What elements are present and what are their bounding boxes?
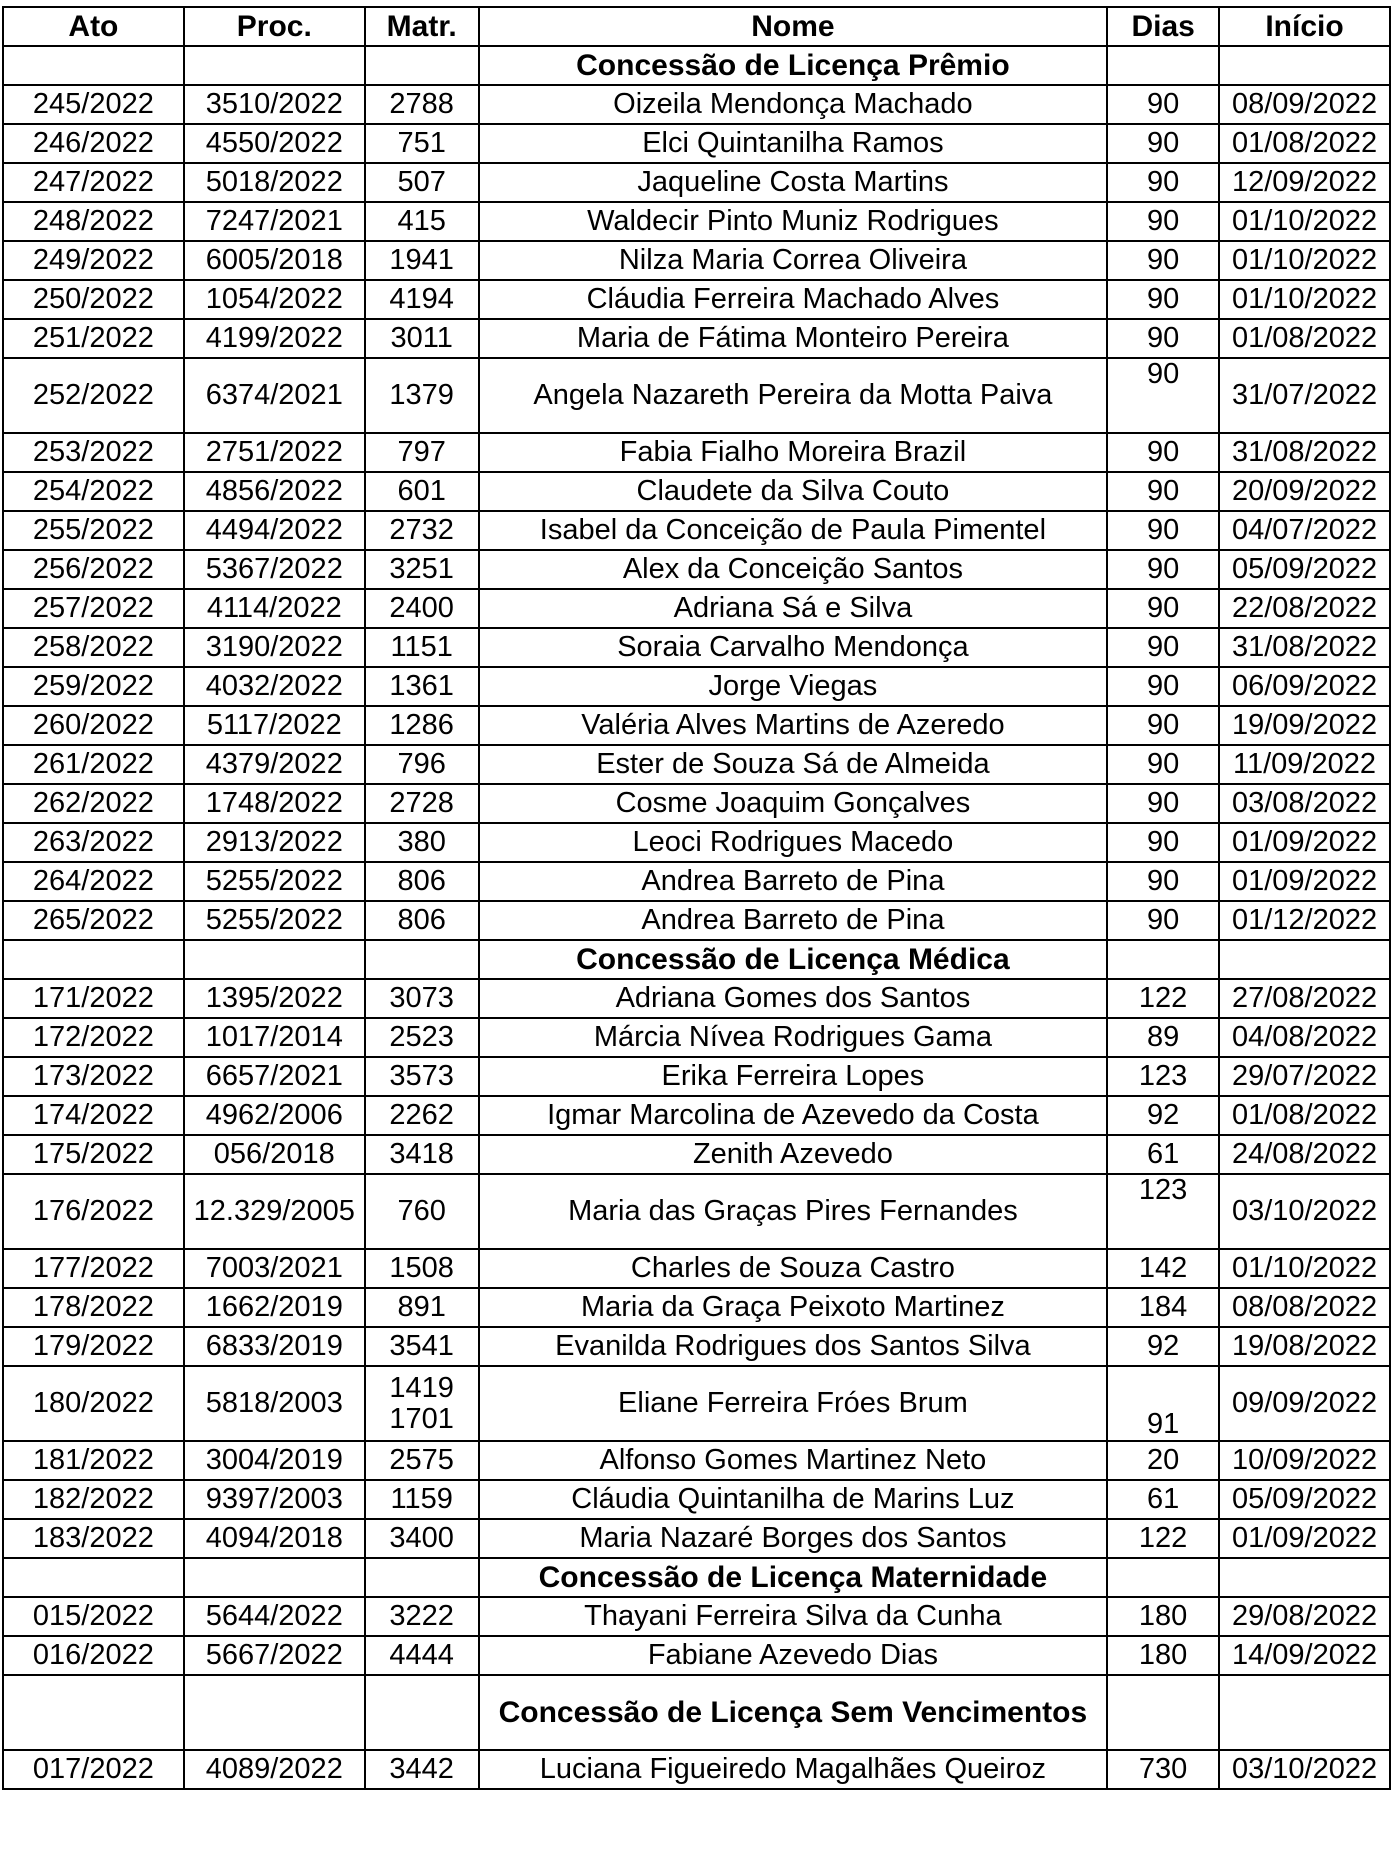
table-row	[3, 1327, 1390, 1366]
cell-ato: 250/2022	[3, 280, 184, 319]
header-inicio: Início	[1219, 7, 1390, 46]
cell-ato: 258/2022	[3, 628, 184, 667]
cell-nome: Angela Nazareth Pereira da Motta Paiva	[479, 358, 1108, 433]
table-row	[3, 823, 1390, 862]
cell-proc: 4856/2022	[184, 472, 365, 511]
cell-ato: 247/2022	[3, 163, 184, 202]
cell-inicio: 09/09/2022	[1219, 1366, 1390, 1441]
table-row	[3, 319, 1390, 358]
cell-nome: Cláudia Quintanilha de Marins Luz	[479, 1480, 1108, 1519]
cell-matr: 1151	[365, 628, 479, 667]
cell-ato: 260/2022	[3, 706, 184, 745]
cell-dias: 90	[1107, 358, 1219, 433]
cell-inicio: 19/09/2022	[1219, 706, 1390, 745]
cell-dias: 61	[1107, 1135, 1219, 1174]
cell-proc: 5818/2003	[184, 1366, 365, 1441]
cell-ato: 172/2022	[3, 1018, 184, 1057]
cell-nome: Waldecir Pinto Muniz Rodrigues	[479, 202, 1108, 241]
cell-dias: 92	[1107, 1327, 1219, 1366]
header-row	[3, 7, 1390, 46]
table-row	[3, 1441, 1390, 1480]
cell-nome: Márcia Nívea Rodrigues Gama	[479, 1018, 1108, 1057]
cell-nome: Zenith Azevedo	[479, 1135, 1108, 1174]
cell-matr: 415	[365, 202, 479, 241]
cell-inicio: 01/10/2022	[1219, 202, 1390, 241]
cell-inicio: 01/10/2022	[1219, 1249, 1390, 1288]
cell-inicio: 22/08/2022	[1219, 589, 1390, 628]
cell-matr: 2400	[365, 589, 479, 628]
cell-matr: 3418	[365, 1135, 479, 1174]
empty-cell	[184, 46, 365, 85]
empty-cell	[3, 940, 184, 979]
table-body	[3, 46, 1390, 1789]
cell-ato: 177/2022	[3, 1249, 184, 1288]
cell-nome: Evanilda Rodrigues dos Santos Silva	[479, 1327, 1108, 1366]
cell-matr: 3442	[365, 1750, 479, 1789]
cell-matr: 1419 1701	[365, 1366, 479, 1441]
cell-matr: 3251	[365, 550, 479, 589]
cell-matr: 2788	[365, 85, 479, 124]
section-title: Concessão de Licença Prêmio	[479, 46, 1108, 85]
cell-dias: 123	[1107, 1174, 1219, 1249]
empty-cell	[1219, 1675, 1390, 1750]
empty-cell	[3, 46, 184, 85]
cell-proc: 4032/2022	[184, 667, 365, 706]
cell-proc: 3510/2022	[184, 85, 365, 124]
table-row	[3, 979, 1390, 1018]
cell-nome: Maria de Fátima Monteiro Pereira	[479, 319, 1108, 358]
cell-nome: Maria das Graças Pires Fernandes	[479, 1174, 1108, 1249]
cell-matr: 2262	[365, 1096, 479, 1135]
cell-ato: 173/2022	[3, 1057, 184, 1096]
cell-ato: 259/2022	[3, 667, 184, 706]
cell-ato: 255/2022	[3, 511, 184, 550]
table-row	[3, 1057, 1390, 1096]
cell-proc: 9397/2003	[184, 1480, 365, 1519]
empty-cell	[365, 1558, 479, 1597]
table-row	[3, 1480, 1390, 1519]
cell-matr: 797	[365, 433, 479, 472]
cell-proc: 7247/2021	[184, 202, 365, 241]
cell-proc: 4089/2022	[184, 1750, 365, 1789]
cell-proc: 5018/2022	[184, 163, 365, 202]
cell-inicio: 01/12/2022	[1219, 901, 1390, 940]
cell-proc: 3004/2019	[184, 1441, 365, 1480]
table-row	[3, 706, 1390, 745]
cell-ato: 256/2022	[3, 550, 184, 589]
cell-inicio: 29/08/2022	[1219, 1597, 1390, 1636]
cell-ato: 174/2022	[3, 1096, 184, 1135]
cell-inicio: 06/09/2022	[1219, 667, 1390, 706]
cell-dias: 91	[1107, 1366, 1219, 1441]
cell-matr: 3073	[365, 979, 479, 1018]
cell-ato: 176/2022	[3, 1174, 184, 1249]
cell-matr: 3011	[365, 319, 479, 358]
cell-ato: 251/2022	[3, 319, 184, 358]
cell-nome: Igmar Marcolina de Azevedo da Costa	[479, 1096, 1108, 1135]
table-row	[3, 1366, 1390, 1441]
table-row	[3, 124, 1390, 163]
cell-dias: 90	[1107, 823, 1219, 862]
cell-proc: 4094/2018	[184, 1519, 365, 1558]
cell-proc: 2751/2022	[184, 433, 365, 472]
cell-inicio: 01/09/2022	[1219, 1519, 1390, 1558]
cell-nome: Cosme Joaquim Gonçalves	[479, 784, 1108, 823]
table-row	[3, 1288, 1390, 1327]
header-matr: Matr.	[365, 7, 479, 46]
cell-dias: 90	[1107, 862, 1219, 901]
cell-nome: Andrea Barreto de Pina	[479, 862, 1108, 901]
cell-nome: Alex da Conceição Santos	[479, 550, 1108, 589]
empty-cell	[1219, 940, 1390, 979]
cell-matr: 2728	[365, 784, 479, 823]
cell-dias: 90	[1107, 628, 1219, 667]
section-row	[3, 940, 1390, 979]
cell-dias: 61	[1107, 1480, 1219, 1519]
cell-matr: 4444	[365, 1636, 479, 1675]
cell-matr: 2732	[365, 511, 479, 550]
cell-matr: 751	[365, 124, 479, 163]
table-row	[3, 241, 1390, 280]
cell-matr: 1361	[365, 667, 479, 706]
cell-matr: 1508	[365, 1249, 479, 1288]
cell-dias: 142	[1107, 1249, 1219, 1288]
cell-matr: 1286	[365, 706, 479, 745]
empty-cell	[365, 940, 479, 979]
empty-cell	[3, 1675, 184, 1750]
cell-proc: 6657/2021	[184, 1057, 365, 1096]
section-row	[3, 1558, 1390, 1597]
cell-ato: 175/2022	[3, 1135, 184, 1174]
cell-dias: 730	[1107, 1750, 1219, 1789]
table-row	[3, 163, 1390, 202]
cell-inicio: 24/08/2022	[1219, 1135, 1390, 1174]
cell-nome: Jorge Viegas	[479, 667, 1108, 706]
cell-nome: Thayani Ferreira Silva da Cunha	[479, 1597, 1108, 1636]
table-row	[3, 1636, 1390, 1675]
header-dias: Dias	[1107, 7, 1219, 46]
cell-nome: Adriana Sá e Silva	[479, 589, 1108, 628]
cell-dias: 90	[1107, 280, 1219, 319]
cell-inicio: 29/07/2022	[1219, 1057, 1390, 1096]
cell-matr: 3222	[365, 1597, 479, 1636]
cell-matr: 601	[365, 472, 479, 511]
cell-dias: 90	[1107, 550, 1219, 589]
cell-inicio: 31/08/2022	[1219, 628, 1390, 667]
cell-inicio: 31/08/2022	[1219, 433, 1390, 472]
header-ato: Ato	[3, 7, 184, 46]
cell-nome: Andrea Barreto de Pina	[479, 901, 1108, 940]
table-row	[3, 1519, 1390, 1558]
cell-proc: 6374/2021	[184, 358, 365, 433]
table-row	[3, 1018, 1390, 1057]
cell-inicio: 03/10/2022	[1219, 1174, 1390, 1249]
cell-matr: 3573	[365, 1057, 479, 1096]
cell-ato: 248/2022	[3, 202, 184, 241]
table-row	[3, 784, 1390, 823]
cell-inicio: 27/08/2022	[1219, 979, 1390, 1018]
section-title: Concessão de Licença Maternidade	[479, 1558, 1108, 1597]
cell-matr: 3541	[365, 1327, 479, 1366]
cell-nome: Ester de Souza Sá de Almeida	[479, 745, 1108, 784]
cell-dias: 122	[1107, 1519, 1219, 1558]
cell-ato: 249/2022	[3, 241, 184, 280]
cell-nome: Maria da Graça Peixoto Martinez	[479, 1288, 1108, 1327]
cell-proc: 1054/2022	[184, 280, 365, 319]
cell-proc: 1395/2022	[184, 979, 365, 1018]
cell-inicio: 01/08/2022	[1219, 319, 1390, 358]
cell-inicio: 01/08/2022	[1219, 1096, 1390, 1135]
cell-inicio: 08/09/2022	[1219, 85, 1390, 124]
cell-dias: 184	[1107, 1288, 1219, 1327]
header-nome: Nome	[479, 7, 1108, 46]
cell-matr: 1379	[365, 358, 479, 433]
cell-proc: 5667/2022	[184, 1636, 365, 1675]
table-row	[3, 901, 1390, 940]
cell-ato: 015/2022	[3, 1597, 184, 1636]
cell-inicio: 11/09/2022	[1219, 745, 1390, 784]
cell-nome: Jaqueline Costa Martins	[479, 163, 1108, 202]
cell-inicio: 14/09/2022	[1219, 1636, 1390, 1675]
cell-ato: 245/2022	[3, 85, 184, 124]
cell-inicio: 03/10/2022	[1219, 1750, 1390, 1789]
cell-nome: Fabiane Azevedo Dias	[479, 1636, 1108, 1675]
empty-cell	[365, 1675, 479, 1750]
cell-ato: 181/2022	[3, 1441, 184, 1480]
cell-ato: 254/2022	[3, 472, 184, 511]
cell-nome: Cláudia Ferreira Machado Alves	[479, 280, 1108, 319]
cell-inicio: 03/08/2022	[1219, 784, 1390, 823]
cell-dias: 90	[1107, 472, 1219, 511]
empty-cell	[1219, 1558, 1390, 1597]
cell-matr: 2523	[365, 1018, 479, 1057]
cell-matr: 3400	[365, 1519, 479, 1558]
cell-nome: Isabel da Conceição de Paula Pimentel	[479, 511, 1108, 550]
cell-ato: 017/2022	[3, 1750, 184, 1789]
cell-inicio: 01/10/2022	[1219, 280, 1390, 319]
cell-ato: 262/2022	[3, 784, 184, 823]
cell-dias: 90	[1107, 124, 1219, 163]
table-row	[3, 628, 1390, 667]
cell-inicio: 05/09/2022	[1219, 550, 1390, 589]
cell-inicio: 31/07/2022	[1219, 358, 1390, 433]
table-row	[3, 433, 1390, 472]
cell-ato: 246/2022	[3, 124, 184, 163]
cell-proc: 1748/2022	[184, 784, 365, 823]
cell-ato: 183/2022	[3, 1519, 184, 1558]
cell-inicio: 01/10/2022	[1219, 241, 1390, 280]
cell-matr: 1941	[365, 241, 479, 280]
cell-proc: 5255/2022	[184, 901, 365, 940]
table-row	[3, 1597, 1390, 1636]
empty-cell	[184, 940, 365, 979]
cell-nome: Erika Ferreira Lopes	[479, 1057, 1108, 1096]
cell-inicio: 20/09/2022	[1219, 472, 1390, 511]
cell-dias: 90	[1107, 706, 1219, 745]
cell-dias: 90	[1107, 85, 1219, 124]
table-row	[3, 85, 1390, 124]
table-row	[3, 472, 1390, 511]
cell-nome: Charles de Souza Castro	[479, 1249, 1108, 1288]
cell-dias: 90	[1107, 589, 1219, 628]
cell-inicio: 19/08/2022	[1219, 1327, 1390, 1366]
cell-proc: 5255/2022	[184, 862, 365, 901]
cell-matr: 806	[365, 901, 479, 940]
cell-dias: 90	[1107, 319, 1219, 358]
cell-proc: 6833/2019	[184, 1327, 365, 1366]
cell-dias: 90	[1107, 667, 1219, 706]
cell-dias: 180	[1107, 1597, 1219, 1636]
table-row	[3, 1750, 1390, 1789]
table-row	[3, 1249, 1390, 1288]
cell-proc: 3190/2022	[184, 628, 365, 667]
header-proc: Proc.	[184, 7, 365, 46]
cell-nome: Alfonso Gomes Martinez Neto	[479, 1441, 1108, 1480]
table-row	[3, 202, 1390, 241]
cell-ato: 180/2022	[3, 1366, 184, 1441]
cell-matr: 507	[365, 163, 479, 202]
cell-proc: 4379/2022	[184, 745, 365, 784]
cell-proc: 1017/2014	[184, 1018, 365, 1057]
cell-matr: 806	[365, 862, 479, 901]
cell-dias: 122	[1107, 979, 1219, 1018]
licenses-table	[2, 6, 1391, 1790]
cell-inicio: 01/08/2022	[1219, 124, 1390, 163]
cell-nome: Maria Nazaré Borges dos Santos	[479, 1519, 1108, 1558]
empty-cell	[184, 1675, 365, 1750]
cell-matr: 760	[365, 1174, 479, 1249]
table-row	[3, 358, 1390, 433]
cell-inicio: 04/08/2022	[1219, 1018, 1390, 1057]
section-row	[3, 46, 1390, 85]
empty-cell	[184, 1558, 365, 1597]
cell-proc: 12.329/2005	[184, 1174, 365, 1249]
empty-cell	[1107, 1675, 1219, 1750]
empty-cell	[1107, 1558, 1219, 1597]
cell-proc: 4962/2006	[184, 1096, 365, 1135]
cell-proc: 5644/2022	[184, 1597, 365, 1636]
cell-nome: Soraia Carvalho Mendonça	[479, 628, 1108, 667]
empty-cell	[365, 46, 479, 85]
table-row	[3, 280, 1390, 319]
empty-cell	[1107, 46, 1219, 85]
cell-nome: Leoci Rodrigues Macedo	[479, 823, 1108, 862]
cell-inicio: 01/09/2022	[1219, 862, 1390, 901]
empty-cell	[1219, 46, 1390, 85]
table-row	[3, 1174, 1390, 1249]
cell-proc: 5117/2022	[184, 706, 365, 745]
cell-ato: 263/2022	[3, 823, 184, 862]
cell-nome: Adriana Gomes dos Santos	[479, 979, 1108, 1018]
cell-nome: Oizeila Mendonça Machado	[479, 85, 1108, 124]
cell-dias: 90	[1107, 784, 1219, 823]
cell-nome: Nilza Maria Correa Oliveira	[479, 241, 1108, 280]
cell-dias: 123	[1107, 1057, 1219, 1096]
cell-proc: 5367/2022	[184, 550, 365, 589]
empty-cell	[1107, 940, 1219, 979]
cell-ato: 253/2022	[3, 433, 184, 472]
table-row	[3, 589, 1390, 628]
table-row	[3, 667, 1390, 706]
table-row	[3, 745, 1390, 784]
cell-dias: 90	[1107, 511, 1219, 550]
cell-proc: 056/2018	[184, 1135, 365, 1174]
cell-proc: 4199/2022	[184, 319, 365, 358]
cell-nome: Luciana Figueiredo Magalhães Queiroz	[479, 1750, 1108, 1789]
table-row	[3, 1096, 1390, 1135]
section-title: Concessão de Licença Médica	[479, 940, 1108, 979]
cell-matr: 891	[365, 1288, 479, 1327]
cell-proc: 4550/2022	[184, 124, 365, 163]
cell-proc: 7003/2021	[184, 1249, 365, 1288]
section-row	[3, 1675, 1390, 1750]
cell-dias: 92	[1107, 1096, 1219, 1135]
cell-proc: 1662/2019	[184, 1288, 365, 1327]
cell-ato: 265/2022	[3, 901, 184, 940]
cell-ato: 182/2022	[3, 1480, 184, 1519]
cell-ato: 016/2022	[3, 1636, 184, 1675]
cell-ato: 252/2022	[3, 358, 184, 433]
table-row	[3, 511, 1390, 550]
cell-dias: 20	[1107, 1441, 1219, 1480]
table-row	[3, 862, 1390, 901]
cell-nome: Eliane Ferreira Fróes Brum	[479, 1366, 1108, 1441]
cell-nome: Claudete da Silva Couto	[479, 472, 1108, 511]
cell-matr: 796	[365, 745, 479, 784]
cell-matr: 2575	[365, 1441, 479, 1480]
cell-nome: Elci Quintanilha Ramos	[479, 124, 1108, 163]
cell-ato: 257/2022	[3, 589, 184, 628]
cell-dias: 90	[1107, 241, 1219, 280]
cell-dias: 90	[1107, 901, 1219, 940]
cell-inicio: 05/09/2022	[1219, 1480, 1390, 1519]
table-row	[3, 550, 1390, 589]
cell-matr: 380	[365, 823, 479, 862]
cell-proc: 6005/2018	[184, 241, 365, 280]
cell-inicio: 04/07/2022	[1219, 511, 1390, 550]
table-row	[3, 1135, 1390, 1174]
cell-nome: Valéria Alves Martins de Azeredo	[479, 706, 1108, 745]
cell-ato: 179/2022	[3, 1327, 184, 1366]
cell-inicio: 01/09/2022	[1219, 823, 1390, 862]
empty-cell	[3, 1558, 184, 1597]
cell-dias: 90	[1107, 163, 1219, 202]
cell-ato: 171/2022	[3, 979, 184, 1018]
cell-matr: 4194	[365, 280, 479, 319]
cell-dias: 90	[1107, 202, 1219, 241]
cell-matr: 1159	[365, 1480, 479, 1519]
cell-ato: 261/2022	[3, 745, 184, 784]
cell-ato: 264/2022	[3, 862, 184, 901]
cell-dias: 180	[1107, 1636, 1219, 1675]
cell-inicio: 12/09/2022	[1219, 163, 1390, 202]
cell-dias: 89	[1107, 1018, 1219, 1057]
cell-inicio: 10/09/2022	[1219, 1441, 1390, 1480]
cell-ato: 178/2022	[3, 1288, 184, 1327]
cell-proc: 4494/2022	[184, 511, 365, 550]
cell-proc: 4114/2022	[184, 589, 365, 628]
cell-inicio: 08/08/2022	[1219, 1288, 1390, 1327]
cell-proc: 2913/2022	[184, 823, 365, 862]
cell-dias: 90	[1107, 433, 1219, 472]
cell-nome: Fabia Fialho Moreira Brazil	[479, 433, 1108, 472]
cell-dias: 90	[1107, 745, 1219, 784]
section-title: Concessão de Licença Sem Vencimentos	[479, 1675, 1108, 1750]
